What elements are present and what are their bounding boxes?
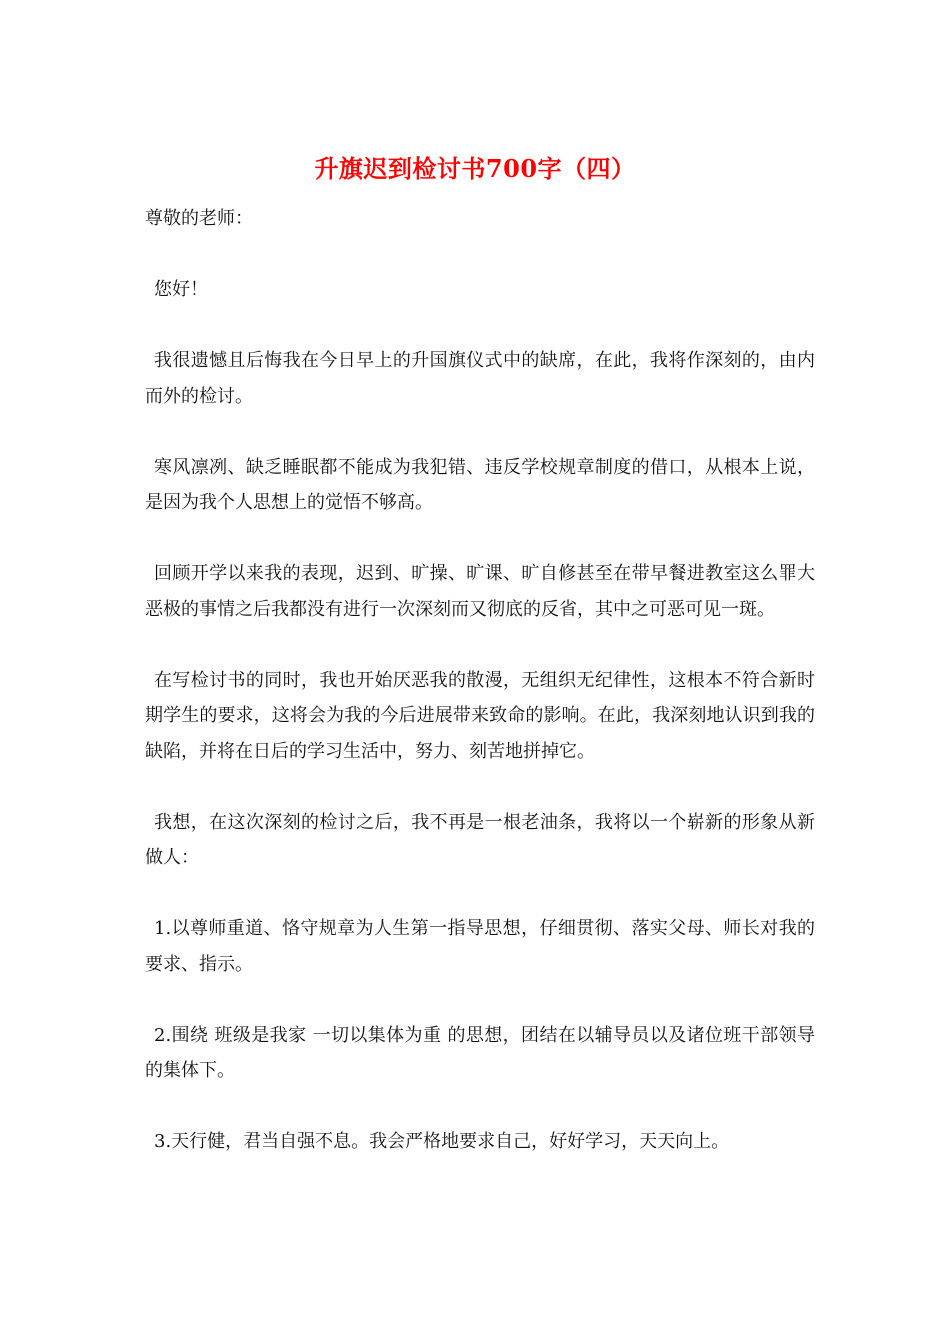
paragraph: 我很遗憾且后悔我在今日早上的升国旗仪式中的缺席，在此，我将作深刻的，由内而外的检讨。 (145, 350, 815, 407)
document-title: 升旗迟到检讨书700字（四） (314, 154, 636, 183)
paragraph: 回顾开学以来我的表现，迟到、旷操、旷课、旷自修甚至在带早餐进教室这么罪大恶极的事情之后我都没有进行一次深刻而又彻底的反省，其中之可恶可见一斑。 (145, 563, 815, 620)
greeting: 您好！ (154, 279, 208, 300)
list-item: 1.以尊师重道、恪守规章为人生第一指导思想，仔细贯彻、落实父母、师长对我的要求、指示。 (145, 918, 815, 975)
document-body (145, 201, 815, 1195)
list-item: 2.围绕 班级是我家 一切以集体为重 的思想，团结在以辅导员以及诸位班干部领导的集体下。 (145, 1024, 815, 1081)
paragraph: 寒风凛冽、缺乏睡眠都不能成为我犯错、违反学校规章制度的借口，从根本上说，是因为我个人思想上的觉悟不够高。 (145, 456, 815, 513)
salutation: 尊敬的老师： (145, 208, 253, 229)
list-item: 3.天行健，君当自强不息。我会严格地要求自己，好好学习，天天向上。 (154, 1131, 730, 1152)
paragraph: 我想，在这次深刻的检讨之后，我不再是一根老油条，我将以一个崭新的形象从新做人： (145, 811, 815, 868)
paragraph: 在写检讨书的同时，我也开始厌恶我的散漫，无组织无纪律性，这根本不符合新时期学生的要求，这将会为我的今后进展带来致命的影响。在此，我深刻地认识到我的缺陷，并将在日后的学习生活中，努力、刻苦地拼掉它。 (145, 669, 815, 762)
